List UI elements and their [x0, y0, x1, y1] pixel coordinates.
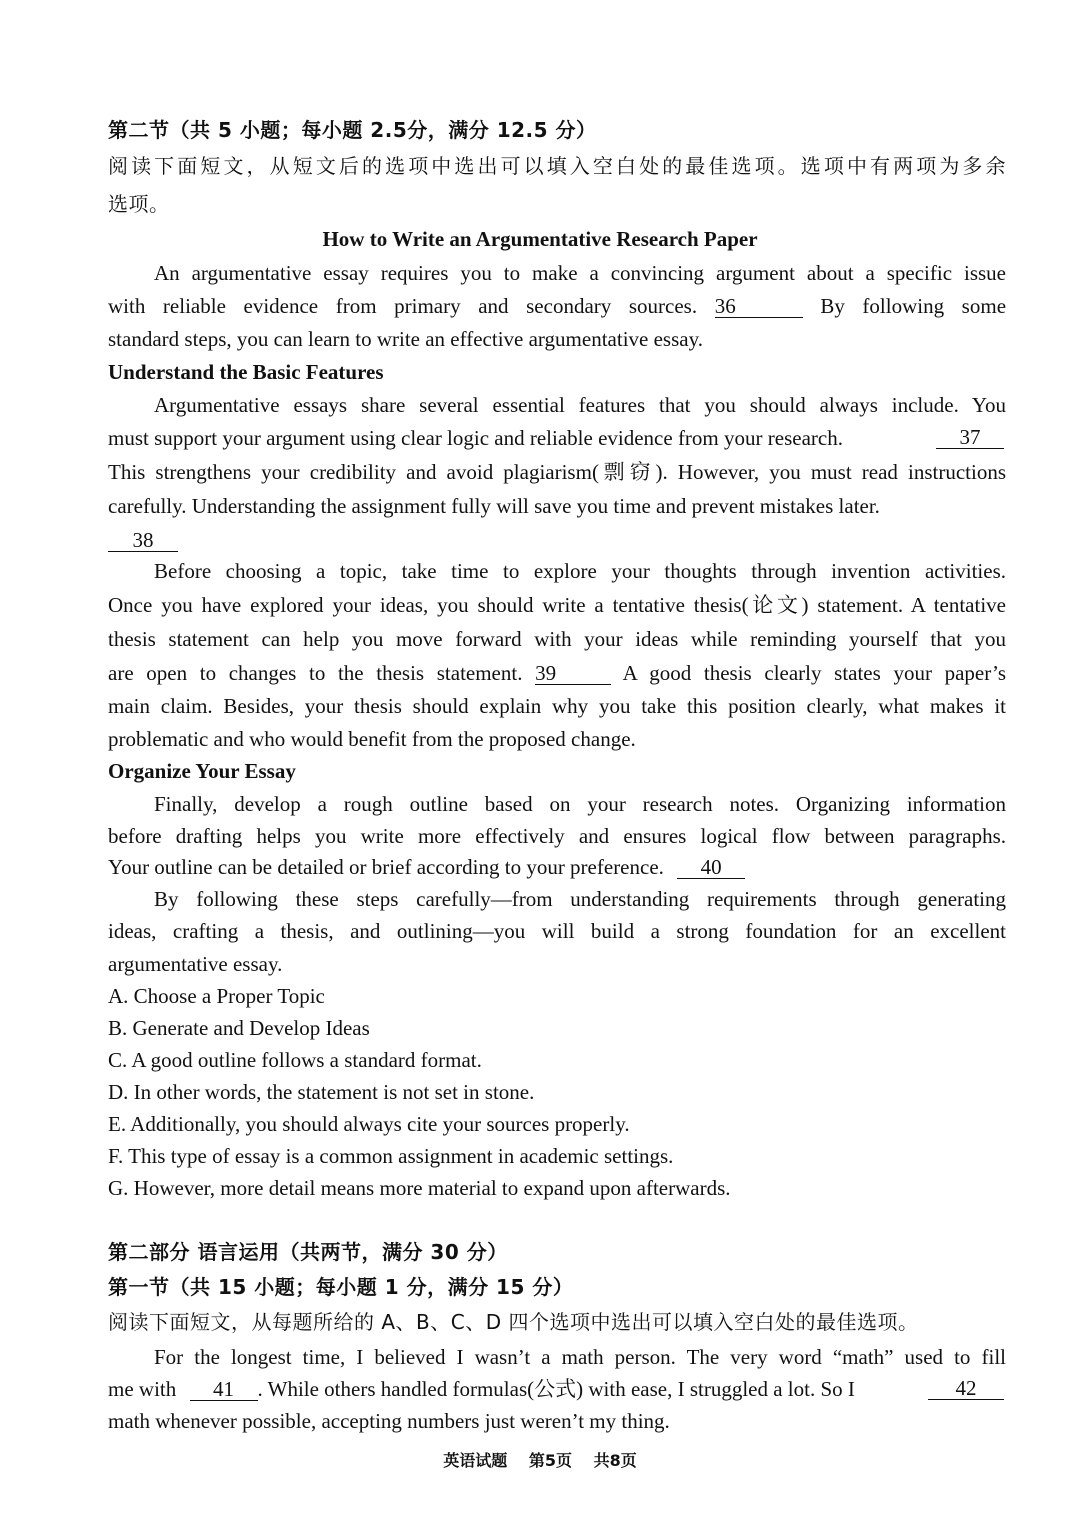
footer-total: 共8页 — [593, 1451, 637, 1470]
blank-42: 42 — [928, 1377, 1004, 1400]
passage-text: with reliable evidence from primary and secondary sources. — [108, 294, 698, 318]
passage-text: me with — [108, 1377, 177, 1401]
passage-line: ideas, crafting a thesis, and outlining—you will build a strong foundation for an excellent — [108, 919, 1006, 943]
blank-38: 38 — [108, 529, 178, 552]
blank-41: 41 — [190, 1378, 258, 1401]
passage-line: problematic and who would benefit from the proposed change. — [108, 727, 636, 751]
page-footer — [0, 1448, 1080, 1471]
part-header: 第二部分 语言运用（共两节，满分 30 分） — [108, 1240, 508, 1264]
passage-line: argumentative essay. — [108, 952, 283, 976]
blank-40: 40 — [677, 856, 745, 879]
footer-page: 第5页 — [528, 1451, 572, 1470]
passage-line: math whenever possible, accepting numbers just weren’t my thing. — [108, 1409, 670, 1433]
option-c: C. A good outline follows a standard format. — [108, 1048, 482, 1072]
passage-line: Once you have explored your ideas, you should write a tentative thesis(论文) statement. A tentative — [108, 593, 1006, 617]
blank-39: 39 — [535, 662, 611, 685]
option-b: B. Generate and Develop Ideas — [108, 1016, 370, 1040]
passage-line — [108, 426, 1006, 450]
passage-line: For the longest time, I believed I wasn’t a math person. The very word “math” used to fill — [154, 1345, 1006, 1369]
passage-line — [108, 661, 1006, 685]
option-a: A. Choose a Proper Topic — [108, 984, 325, 1008]
blank-36: 36 — [715, 295, 803, 318]
section-heading: Organize Your Essay — [108, 759, 296, 783]
option-d: D. In other words, the statement is not set in stone. — [108, 1080, 535, 1104]
passage-line: An argumentative essay requires you to make a convincing argument about a specific issue — [154, 261, 1006, 285]
option-f: F. This type of essay is a common assignment in academic settings. — [108, 1144, 674, 1168]
passage-line — [108, 1377, 1006, 1401]
subsection-header: 第一节（共 15 小题；每小题 1 分，满分 15 分） — [108, 1275, 574, 1299]
passage-text: Your outline can be detailed or brief according to your preference. — [108, 855, 664, 879]
passage-line: Finally, develop a rough outline based on your research notes. Organizing information — [154, 792, 1006, 816]
option-e: E. Additionally, you should always cite your sources properly. — [108, 1112, 630, 1136]
passage-text: By following some — [820, 294, 1007, 318]
passage-line: standard steps, you can learn to write an effective argumentative essay. — [108, 327, 703, 351]
passage-line: main claim. Besides, your thesis should explain why you take this position clearly, what makes it — [108, 694, 1006, 718]
passage-line — [108, 528, 1006, 552]
section-header: 第二节（共 5 小题；每小题 2.5分，满分 12.5 分） — [108, 118, 597, 142]
section-heading: Understand the Basic Features — [108, 360, 384, 384]
passage-line: This strengthens your credibility and avoid plagiarism(剽窃). However, you must read instructions — [108, 460, 1006, 484]
passage-line: Before choosing a topic, take time to explore your thoughts through invention activities. — [154, 559, 1006, 583]
passage-line: By following these steps carefully—from understanding requirements through generating — [154, 887, 1006, 911]
passage-line — [108, 294, 1006, 318]
passage-text: must support your argument using clear logic and reliable evidence from your research. — [108, 426, 843, 450]
passage-line: thesis statement can help you move forward with your ideas while reminding yourself that you — [108, 627, 1006, 651]
passage-text: A good thesis clearly states your paper’s — [622, 661, 1006, 685]
instruction-line: 阅读下面短文，从短文后的选项中选出可以填入空白处的最佳选项。选项中有两项为多余 — [108, 154, 1006, 178]
passage-title: How to Write an Argumentative Research Paper — [322, 227, 758, 251]
footer-subject: 英语试题 — [443, 1451, 508, 1470]
option-g: G. However, more detail means more material to expand upon afterwards. — [108, 1176, 731, 1200]
passage-line — [108, 855, 1006, 879]
passage-line: Argumentative essays share several essential features that you should always include. You — [154, 393, 1006, 417]
blank-37: 37 — [936, 426, 1004, 449]
instruction-line: 阅读下面短文，从每题所给的 A、B、C、D 四个选项中选出可以填入空白处的最佳选项。 — [108, 1310, 919, 1334]
passage-line: carefully. Understanding the assignment fully will save you time and prevent mistakes later. — [108, 494, 880, 518]
passage-text: are open to changes to the thesis statement. — [108, 661, 523, 685]
instruction-line: 选项。 — [108, 192, 170, 216]
passage-text: . While others handled formulas(公式) with ease, I struggled a lot. So I — [257, 1377, 855, 1401]
passage-line: before drafting helps you write more effectively and ensures logical flow between paragraphs. — [108, 824, 1006, 848]
